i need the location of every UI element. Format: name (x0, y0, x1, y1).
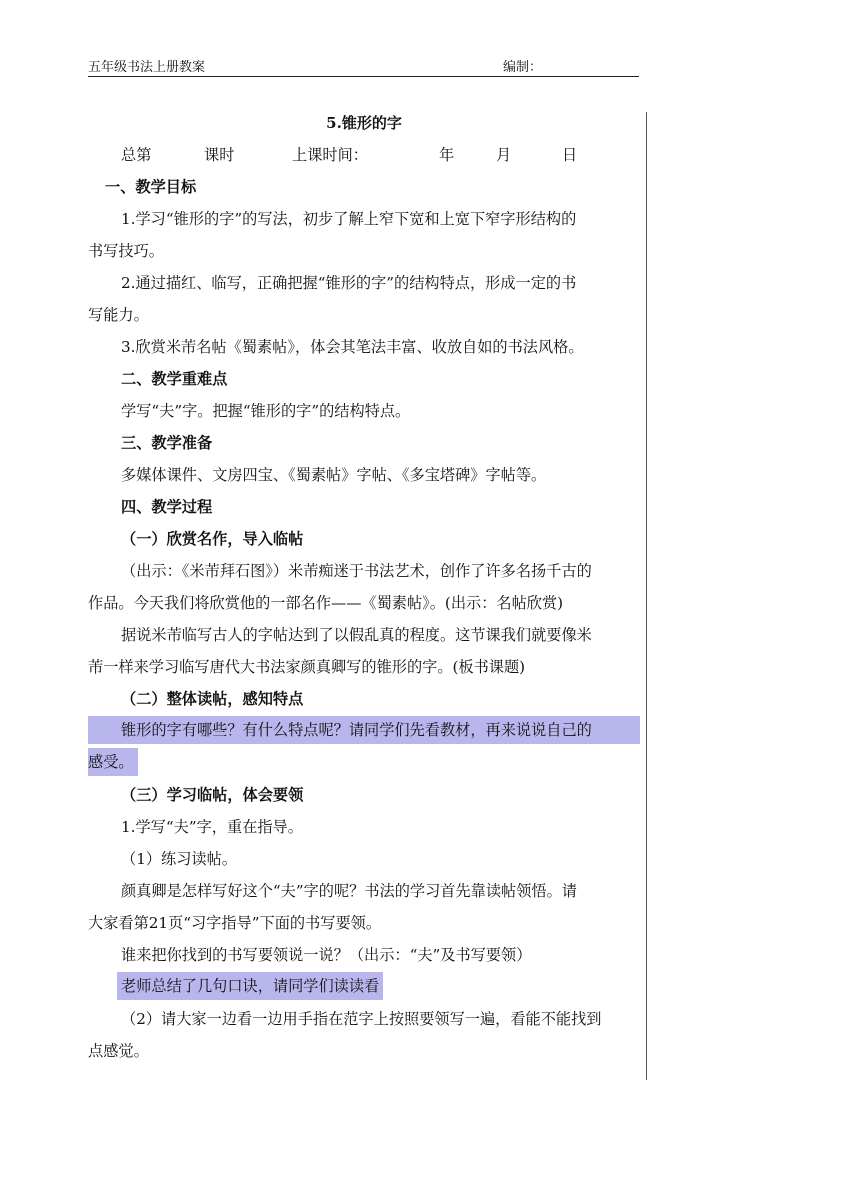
subsection-heading: （一）欣赏名作，导入临帖 (121, 530, 304, 548)
paragraph-line: 点感觉。 (88, 1042, 149, 1060)
highlighted-paragraph-line: 老师总结了几句口诀，请同学们读读看 (117, 972, 383, 1000)
paragraph-line: 学写“夫”字。把握“锥形的字”的结构特点。 (121, 402, 411, 420)
schedule-row (88, 144, 640, 166)
paragraph-line: 1.学写“夫”字，重在指导。 (121, 818, 303, 836)
schedule-day: 日 (562, 146, 578, 164)
schedule-period: 课时 (204, 146, 235, 164)
highlighted-paragraph-line: 感受。 (88, 748, 138, 776)
schedule-year: 年 (439, 146, 455, 164)
paragraph-line: 颜真卿是怎样写好这个“夫”字的呢？书法的学习首先靠读帖领悟。请 (121, 882, 577, 900)
paragraph-line: 谁来把你找到的书写要领说一说？（出示：“夫”及书写要领） (121, 946, 532, 964)
paragraph-line: 书写技巧。 (88, 242, 164, 260)
paragraph-line: 1.学习“锥形的字”的写法，初步了解上窄下宽和上宽下窄字形结构的 (121, 210, 577, 228)
lesson-title: 5.锥形的字 (326, 114, 402, 132)
paragraph-line: 多媒体课件、文房四宝、《蜀素帖》字帖、《多宝塔碑》字帖等。 (121, 466, 547, 484)
section-heading: 二、教学重难点 (121, 370, 228, 388)
paragraph-line: 大家看第21页“习字指导”下面的书写要领。 (88, 914, 382, 932)
schedule-time: 上课时间： (292, 146, 368, 164)
section-heading: 四、教学过程 (121, 498, 213, 516)
paragraph-line: 写能力。 (88, 306, 149, 324)
paragraph-line: （1）练习读帖。 (121, 850, 237, 868)
paragraph-line: （出示：《米芾拜石图》）米芾痴迷于书法艺术，创作了许多名扬千古的 (121, 562, 592, 580)
section-heading: 一、教学目标 (105, 178, 197, 196)
paragraph-line: 芾一样来学习临写唐代大书法家颜真卿写的锥形的字。(板书课题) (88, 658, 526, 676)
table-border-line (646, 112, 647, 1080)
page-header (88, 56, 639, 77)
paragraph-line: 3.欣赏米芾名帖《蜀素帖》，体会其笔法丰富、收放自如的书法风格。 (121, 338, 584, 356)
subsection-heading: （三）学习临帖，体会要领 (121, 786, 304, 804)
paragraph-line: （2）请大家一边看一边用手指在范字上按照要领写一遍，看能不能找到 (121, 1010, 602, 1028)
schedule-month: 月 (496, 146, 512, 164)
paragraph-line: 据说米芾临写古人的字帖达到了以假乱真的程度。这节课我们就要像米 (121, 626, 592, 644)
schedule-total: 总第 (121, 146, 152, 164)
paragraph-line: 作品。今天我们将欣赏他的一部名作——《蜀素帖》。(出示：名帖欣赏) (88, 594, 564, 612)
paragraph-line: 2.通过描红、临写，正确把握“锥形的字”的结构特点，形成一定的书 (121, 274, 577, 292)
header-author-label: 编制： (503, 60, 543, 75)
header-course-title: 五年级书法上册教案 (88, 60, 206, 75)
subsection-heading: （二）整体读帖，感知特点 (121, 690, 304, 708)
section-heading: 三、教学准备 (121, 434, 213, 452)
highlighted-paragraph-line: 锥形的字有哪些？有什么特点呢？请同学们先看教材，再来说说自己的 (88, 716, 640, 744)
